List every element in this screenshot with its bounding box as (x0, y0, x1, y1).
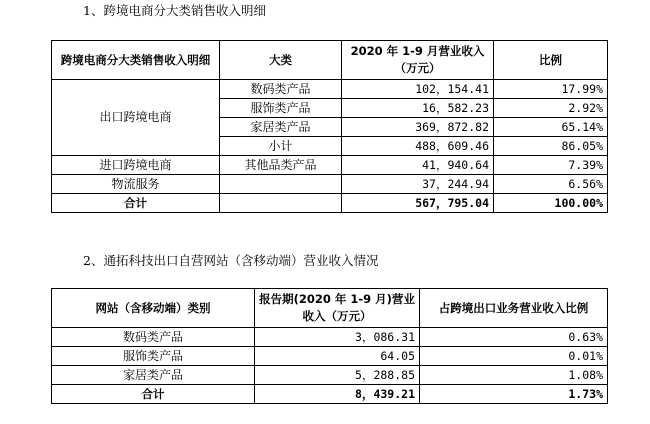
table-header-row (52, 41, 608, 80)
table-row (52, 328, 608, 347)
row-category (220, 194, 342, 213)
header-category: 大类 (220, 41, 342, 80)
total-ratio: 1.73% (420, 385, 608, 404)
row-revenue: 369，872.82 (342, 118, 494, 137)
row-ratio: 65.14% (494, 118, 608, 137)
table-header-row (52, 289, 608, 328)
row-ratio: 6.56% (494, 175, 608, 194)
header-revenue: 报告期(2020 年 1-9 月)营业收入（万元） (255, 289, 420, 328)
row-revenue: 64.05 (255, 347, 420, 366)
header-detail: 跨境电商分大类销售收入明细 (52, 41, 220, 80)
total-revenue: 567，795.04 (342, 194, 494, 213)
website-revenue-table (51, 288, 608, 404)
row-category: 数码类产品 (52, 328, 255, 347)
row-category: 服饰类产品 (220, 99, 342, 118)
row-ratio: 0.01% (420, 347, 608, 366)
row-revenue: 16，582.23 (342, 99, 494, 118)
row-revenue: 3，086.31 (255, 328, 420, 347)
header-website-category: 网站（含移动端）类别 (52, 289, 255, 328)
header-ratio: 比例 (494, 41, 608, 80)
total-revenue: 8，439.21 (255, 385, 420, 404)
row-ratio: 7.39% (494, 156, 608, 175)
row-ratio: 86.05% (494, 137, 608, 156)
row-ratio: 0.63% (420, 328, 608, 347)
section2-heading: 2、通拓科技出口自营网站（含移动端）营业收入情况 (83, 253, 379, 268)
cross-border-sales-table (51, 40, 608, 213)
row-category: 家居类产品 (220, 118, 342, 137)
row-ratio: 1.08% (420, 366, 608, 385)
row-revenue: 102，154.41 (342, 80, 494, 99)
section1-heading: 1、跨境电商分大类销售收入明细 (83, 3, 266, 18)
table-row (52, 80, 608, 99)
total-label: 合计 (52, 194, 220, 213)
row-category: 数码类产品 (220, 80, 342, 99)
total-row (52, 194, 608, 213)
group-label-export: 出口跨境电商 (52, 80, 220, 156)
table-row (52, 347, 608, 366)
row-revenue: 37，244.94 (342, 175, 494, 194)
row-category: 家居类产品 (52, 366, 255, 385)
row-category: 小计 (220, 137, 342, 156)
row-label: 进口跨境电商 (52, 156, 220, 175)
row-revenue: 5，288.85 (255, 366, 420, 385)
table-row (52, 175, 608, 194)
row-category (220, 175, 342, 194)
table-row (52, 366, 608, 385)
row-label: 物流服务 (52, 175, 220, 194)
row-ratio: 17.99% (494, 80, 608, 99)
row-category: 其他品类产品 (220, 156, 342, 175)
table-row (52, 156, 608, 175)
row-ratio: 2.92% (494, 99, 608, 118)
header-ratio: 占跨境出口业务营业收入比例 (420, 289, 608, 328)
total-ratio: 100.00% (494, 194, 608, 213)
total-label: 合计 (52, 385, 255, 404)
row-category: 服饰类产品 (52, 347, 255, 366)
row-revenue: 41，940.64 (342, 156, 494, 175)
header-revenue: 2020 年 1-9 月营业收入（万元） (342, 41, 494, 80)
total-row (52, 385, 608, 404)
row-revenue: 488，609.46 (342, 137, 494, 156)
